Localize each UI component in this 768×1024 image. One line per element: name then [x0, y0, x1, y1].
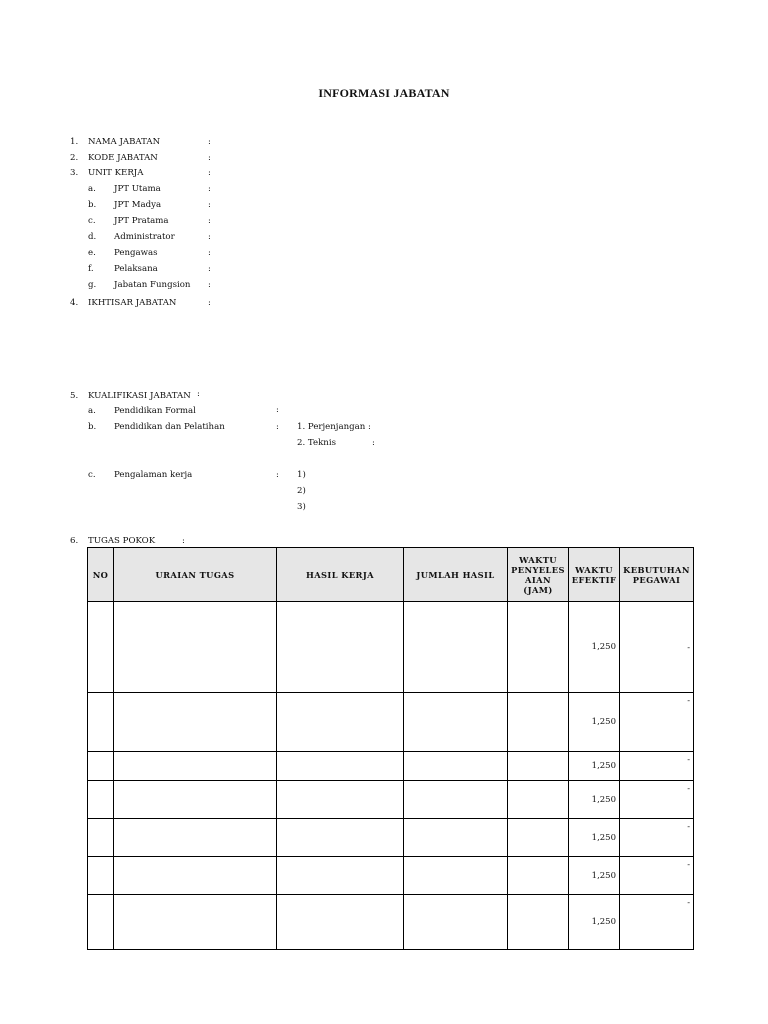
section-3-label: UNIT KERJA — [88, 168, 144, 178]
cell-waktu-efektif: 1,250 — [569, 602, 620, 693]
table-row — [88, 602, 694, 693]
section-1-colon: : — [208, 137, 211, 147]
cell-hasil[interactable] — [277, 781, 404, 819]
cell-no[interactable] — [88, 895, 114, 950]
table-row — [88, 857, 694, 895]
cell-jumlah[interactable] — [404, 819, 508, 857]
unit-kerja-letter: a. — [88, 184, 96, 194]
cell-hasil[interactable] — [277, 693, 404, 752]
section-1-number: 1. — [70, 137, 79, 147]
cell-jumlah[interactable] — [404, 781, 508, 819]
cell-waktu-penyelesaian[interactable] — [508, 693, 569, 752]
cell-no[interactable] — [88, 752, 114, 781]
cell-waktu-penyelesaian[interactable] — [508, 602, 569, 693]
table-row — [88, 819, 694, 857]
cell-kebutuhan-pegawai: - — [620, 895, 694, 950]
header-waktu-penyelesaian: WAKTU PENYELES AIAN (JAM) — [508, 548, 569, 602]
cell-jumlah[interactable] — [404, 895, 508, 950]
table-row — [88, 781, 694, 819]
diklat-colon: : — [276, 422, 279, 432]
pengalaman-label: Pengalaman kerja — [114, 470, 193, 480]
document-title: INFORMASI JABATAN — [318, 86, 450, 100]
cell-hasil[interactable] — [277, 895, 404, 950]
unit-kerja-letter: c. — [88, 216, 96, 226]
pengalaman-letter: c. — [88, 470, 96, 480]
diklat-teknis-colon: : — [372, 438, 375, 448]
section-6-colon: : — [182, 536, 185, 546]
cell-jumlah[interactable] — [404, 693, 508, 752]
section-5-colon: : — [197, 389, 200, 399]
unit-kerja-colon: : — [208, 184, 211, 194]
section-4-label: IKHTISAR JABATAN — [88, 298, 177, 308]
cell-waktu-penyelesaian[interactable] — [508, 781, 569, 819]
unit-kerja-colon: : — [208, 200, 211, 210]
section-5-number: 5. — [70, 391, 79, 401]
cell-uraian[interactable] — [114, 895, 277, 950]
cell-hasil[interactable] — [277, 752, 404, 781]
cell-hasil[interactable] — [277, 819, 404, 857]
table-row — [88, 752, 694, 781]
diklat-label: Pendidikan dan Pelatihan — [114, 422, 225, 432]
cell-kebutuhan-pegawai: - — [620, 752, 694, 781]
table-row — [88, 693, 694, 752]
table-header-row — [88, 548, 694, 602]
cell-no[interactable] — [88, 857, 114, 895]
unit-kerja-item-label: Pelaksana — [114, 264, 158, 274]
unit-kerja-item-label: Pengawas — [114, 248, 158, 258]
header-waktu-efektif: WAKTU EFEKTIF — [569, 548, 620, 602]
unit-kerja-colon: : — [208, 232, 211, 242]
cell-kebutuhan-pegawai: - — [620, 819, 694, 857]
cell-uraian[interactable] — [114, 857, 277, 895]
cell-waktu-penyelesaian[interactable] — [508, 819, 569, 857]
unit-kerja-item-label: JPT Utama — [114, 184, 161, 194]
cell-waktu-efektif: 1,250 — [569, 819, 620, 857]
cell-hasil[interactable] — [277, 857, 404, 895]
cell-jumlah[interactable] — [404, 752, 508, 781]
pengalaman-item: 3) — [297, 502, 306, 512]
cell-waktu-penyelesaian[interactable] — [508, 752, 569, 781]
cell-kebutuhan-pegawai: - — [620, 693, 694, 752]
cell-waktu-efektif: 1,250 — [569, 752, 620, 781]
cell-no[interactable] — [88, 819, 114, 857]
header-hasil-kerja: HASIL KERJA — [277, 548, 404, 602]
section-6-label: TUGAS POKOK — [88, 536, 156, 546]
cell-kebutuhan-pegawai: - — [620, 857, 694, 895]
unit-kerja-colon: : — [208, 264, 211, 274]
section-2-number: 2. — [70, 153, 79, 163]
pengalaman-item: 2) — [297, 486, 306, 496]
cell-kebutuhan-pegawai: - — [620, 781, 694, 819]
cell-jumlah[interactable] — [404, 602, 508, 693]
unit-kerja-item-label: JPT Pratama — [114, 216, 169, 226]
section-1-label: NAMA JABATAN — [88, 137, 161, 147]
unit-kerja-colon: : — [208, 216, 211, 226]
unit-kerja-item-label: JPT Madya — [114, 200, 162, 210]
header-uraian-tugas: URAIAN TUGAS — [114, 548, 277, 602]
header-no: NO — [88, 548, 114, 602]
section-4-colon: : — [208, 298, 211, 308]
table-row — [88, 895, 694, 950]
unit-kerja-letter: g. — [88, 280, 97, 290]
cell-no[interactable] — [88, 693, 114, 752]
cell-waktu-penyelesaian[interactable] — [508, 857, 569, 895]
header-kebutuhan-pegawai: KEBUTUHAN PEGAWAI — [620, 548, 694, 602]
cell-no[interactable] — [88, 781, 114, 819]
cell-hasil[interactable] — [277, 602, 404, 693]
cell-no[interactable] — [88, 602, 114, 693]
cell-jumlah[interactable] — [404, 857, 508, 895]
section-3-number: 3. — [70, 168, 79, 178]
diklat-teknis: 2. Teknis — [297, 438, 336, 448]
cell-kebutuhan-pegawai: - — [620, 602, 694, 693]
section-2-label: KODE JABATAN — [88, 153, 158, 163]
pengalaman-item: 1) — [297, 470, 306, 480]
diklat-perjenjangan: 1. Perjenjangan : — [297, 422, 371, 432]
pendidikan-formal-colon: : — [276, 405, 279, 415]
section-5-label: KUALIFIKASI JABATAN — [88, 391, 191, 401]
unit-kerja-letter: b. — [88, 200, 97, 210]
section-3-colon: : — [208, 168, 211, 178]
unit-kerja-letter: f. — [88, 264, 94, 274]
header-jumlah-hasil: JUMLAH HASIL — [404, 548, 508, 602]
cell-uraian[interactable] — [114, 693, 277, 752]
cell-uraian[interactable] — [114, 752, 277, 781]
unit-kerja-item-label: Jabatan Fungsion — [114, 280, 191, 290]
unit-kerja-colon: : — [208, 248, 211, 258]
pendidikan-formal-label: Pendidikan Formal — [114, 406, 196, 416]
cell-uraian[interactable] — [114, 781, 277, 819]
pengalaman-colon: : — [276, 470, 279, 480]
unit-kerja-colon: : — [208, 280, 211, 290]
section-6-number: 6. — [70, 536, 79, 546]
cell-waktu-efektif: 1,250 — [569, 693, 620, 752]
diklat-letter: b. — [88, 422, 97, 432]
unit-kerja-letter: e. — [88, 248, 96, 258]
cell-waktu-penyelesaian[interactable] — [508, 895, 569, 950]
pendidikan-formal-letter: a. — [88, 406, 96, 416]
cell-waktu-efektif: 1,250 — [569, 895, 620, 950]
cell-uraian[interactable] — [114, 602, 277, 693]
cell-waktu-efektif: 1,250 — [569, 781, 620, 819]
unit-kerja-item-label: Administrator — [114, 232, 175, 242]
tugas-pokok-table — [87, 547, 694, 950]
cell-waktu-efektif: 1,250 — [569, 857, 620, 895]
section-4-number: 4. — [70, 298, 79, 308]
cell-uraian[interactable] — [114, 819, 277, 857]
unit-kerja-letter: d. — [88, 232, 97, 242]
section-2-colon: : — [208, 153, 211, 163]
